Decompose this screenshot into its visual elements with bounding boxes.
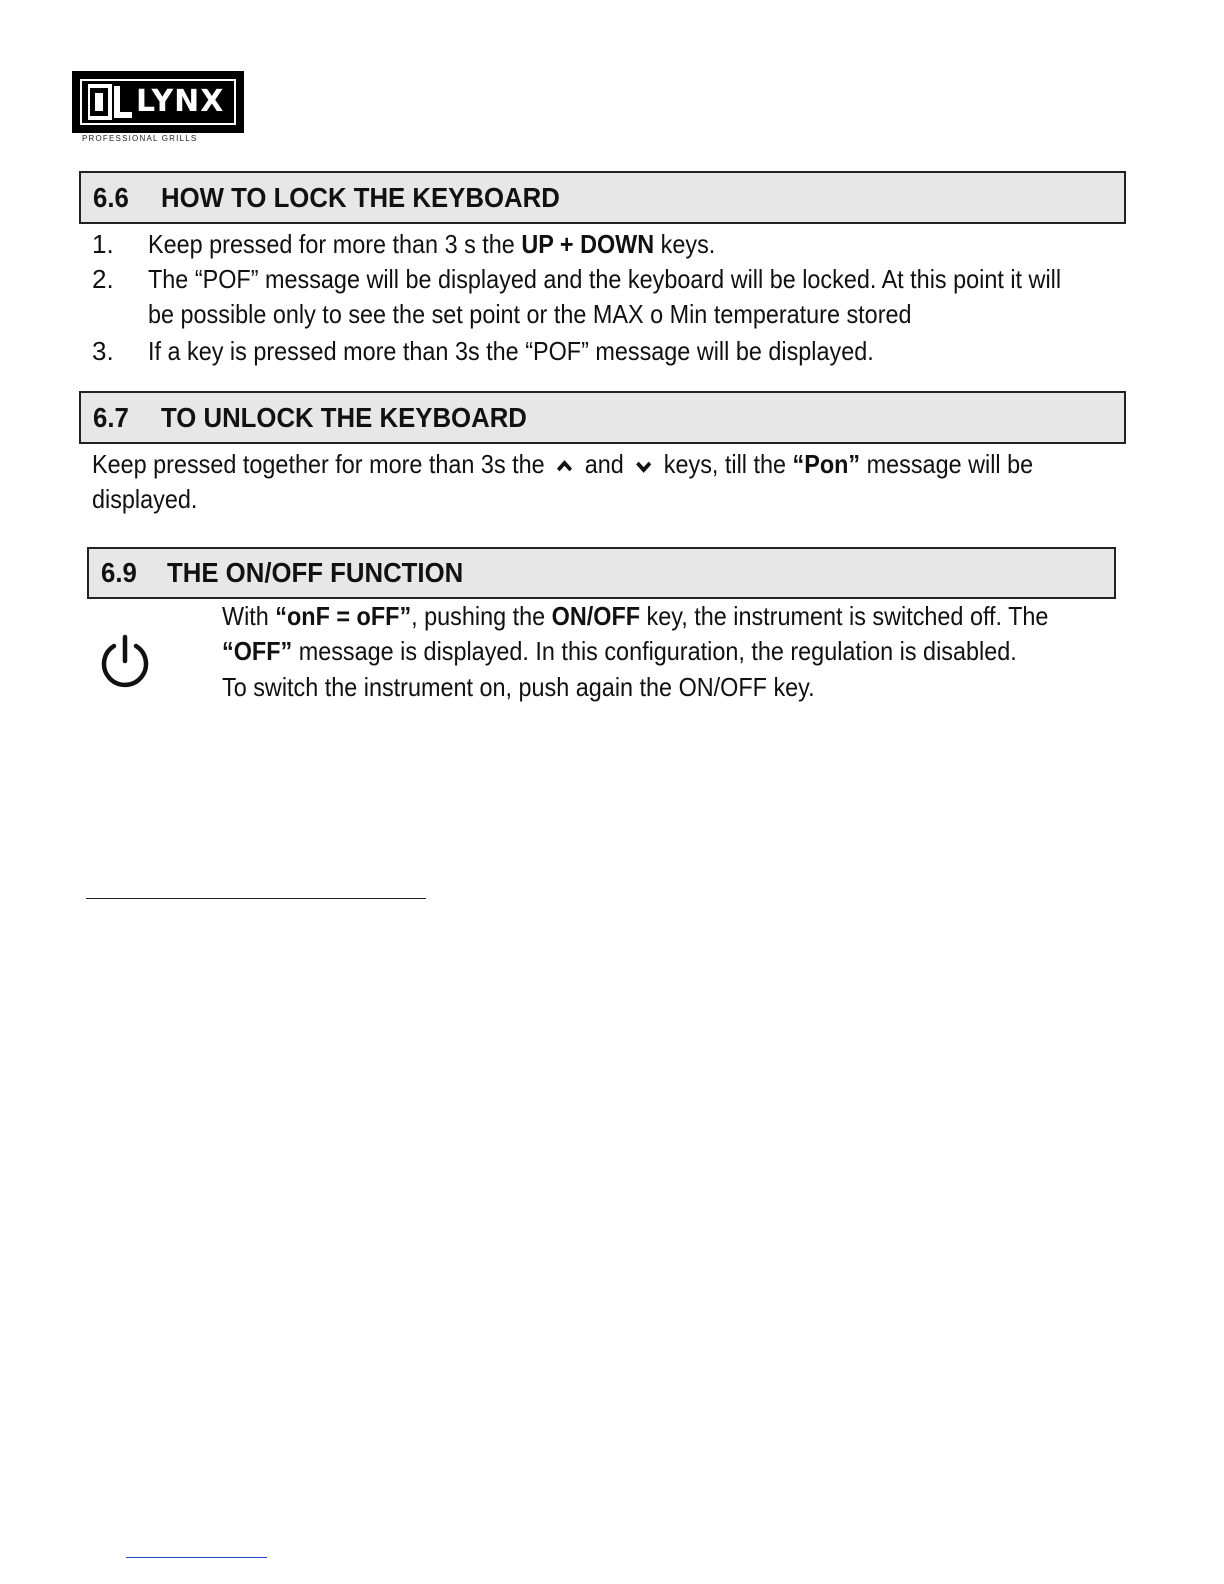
list-item-2-line-2: be possible only to see the set point or the MAX o Min temperature stored [148, 299, 912, 329]
down-arrow-icon [630, 456, 657, 476]
logo-mark-icon [88, 84, 134, 120]
power-icon [98, 634, 152, 688]
logo-badge [72, 71, 244, 133]
logo-word: LYNX [136, 84, 225, 119]
onoff-paragraph-line-3: To switch the instrument on, push again the ON/OFF key. [222, 672, 815, 702]
section-title: TO UNLOCK THE KEYBOARD [161, 401, 527, 433]
section-number: 6.7 [93, 401, 129, 433]
section-number: 6.9 [101, 557, 137, 588]
logo-tagline: PROFESSIONAL GRILLS [82, 134, 198, 143]
section-6-9-heading [87, 547, 1116, 599]
section-6-6-heading [79, 171, 1126, 224]
section-title: HOW TO LOCK THE KEYBOARD [161, 181, 560, 213]
unlock-paragraph-line-2: displayed. [92, 484, 198, 514]
section-number: 6.6 [93, 181, 129, 213]
footnote-separator [86, 898, 426, 899]
list-number: 3. [92, 336, 114, 366]
unlock-paragraph-line-1: Keep pressed together for more than 3s the and keys, till the “Pon” message will be [92, 449, 1034, 479]
onoff-paragraph-line-2: “OFF” message is displayed. In this configuration, the regulation is disabled. [222, 636, 1017, 666]
link-underline [126, 1557, 267, 1558]
section-title: THE ON/OFF FUNCTION [167, 557, 464, 588]
onoff-paragraph-line-1: With “onF = oFF”, pushing the ON/OFF key, the instrument is switched off. The [222, 601, 1049, 631]
section-6-7-heading [79, 391, 1126, 444]
list-item-1: Keep pressed for more than 3 s the UP + DOWN keys. [148, 229, 716, 259]
lynx-logo [72, 71, 244, 143]
list-number: 2. [92, 264, 114, 294]
up-arrow-icon [551, 456, 578, 476]
list-number: 1. [92, 229, 114, 259]
list-item-3: If a key is pressed more than 3s the “POF” message will be displayed. [148, 336, 874, 366]
list-item-2-line-1: The “POF” message will be displayed and the keyboard will be locked. At this point it will [148, 264, 1062, 294]
